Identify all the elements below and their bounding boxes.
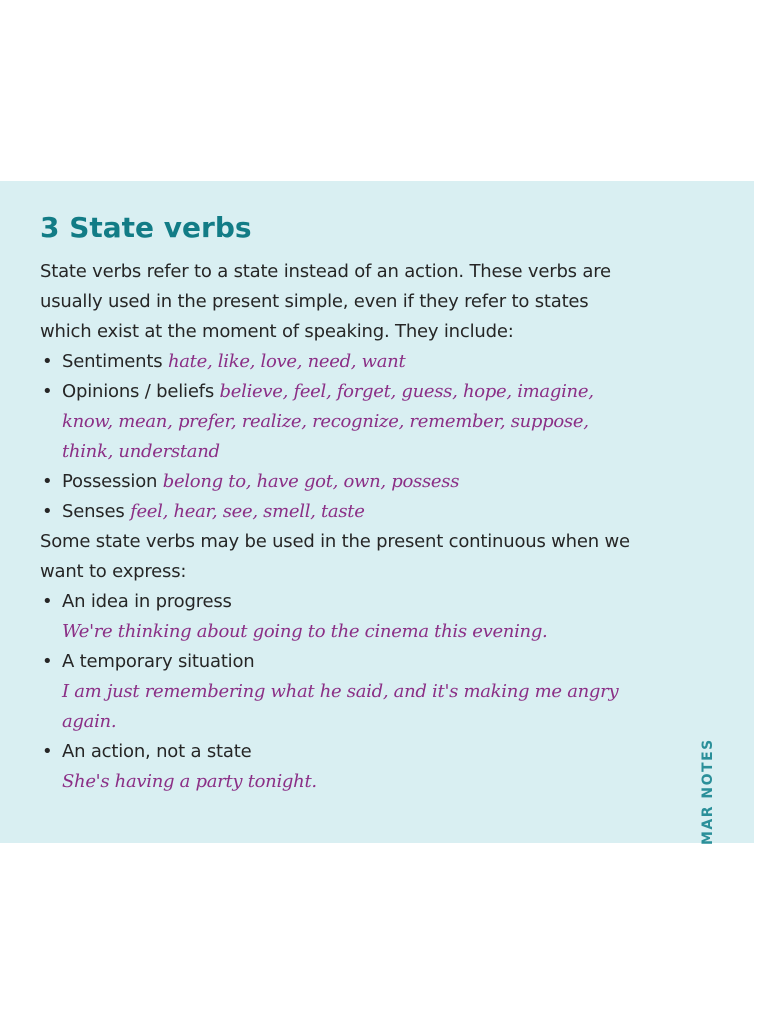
use-example [40,677,640,737]
category-label: Sentiments [62,351,163,372]
category-item-opinions [40,377,640,467]
grammar-panel [0,181,754,843]
category-examples: believe, feel, forget, guess, hope, imagine, know, mean, prefer, realize, recognize, remember, suppose, think, understand [62,381,594,462]
side-tab-label: MAR NOTES [700,738,716,845]
category-label: Possession [62,471,158,492]
continuous-intro: Some state verbs may be used in the present continuous when we want to express: [40,531,630,582]
use-example-text: I am just remembering what he said, and it's making me angry again. [62,681,619,732]
category-item-senses [40,497,640,527]
bullet-icon: • [42,651,53,672]
bullet-icon: • [42,591,53,612]
use-example-text: She's having a party tonight. [62,771,317,792]
category-examples: feel, hear, see, smell, taste [130,501,365,522]
category-item-possession [40,467,640,497]
bullet-icon: • [42,381,53,402]
category-examples: belong to, have got, own, possess [162,471,460,492]
bullet-icon: • [42,351,53,372]
bullet-icon: • [42,471,53,492]
category-item-sentiments [40,347,640,377]
category-label: Senses [62,501,125,522]
use-label: A temporary situation [62,651,255,672]
use-item-temporary [40,647,640,677]
use-example-text: We're thinking about going to the cinema this evening. [62,621,548,642]
use-label: An action, not a state [62,741,252,762]
section-body [40,257,640,797]
intro-paragraph: State verbs refer to a state instead of an action. These verbs are usually used in the present simple, even if they refer to states which exist at the moment of speaking. They include: [40,261,611,342]
category-examples: hate, like, love, need, want [167,351,406,372]
use-item-action [40,737,640,767]
use-example [40,617,640,647]
use-item-idea [40,587,640,617]
category-label: Opinions / beliefs [62,381,215,402]
use-label: An idea in progress [62,591,232,612]
bullet-icon: • [42,741,53,762]
use-example [40,767,640,797]
section-title: 3 State verbs [40,211,252,244]
bullet-icon: • [42,501,53,522]
